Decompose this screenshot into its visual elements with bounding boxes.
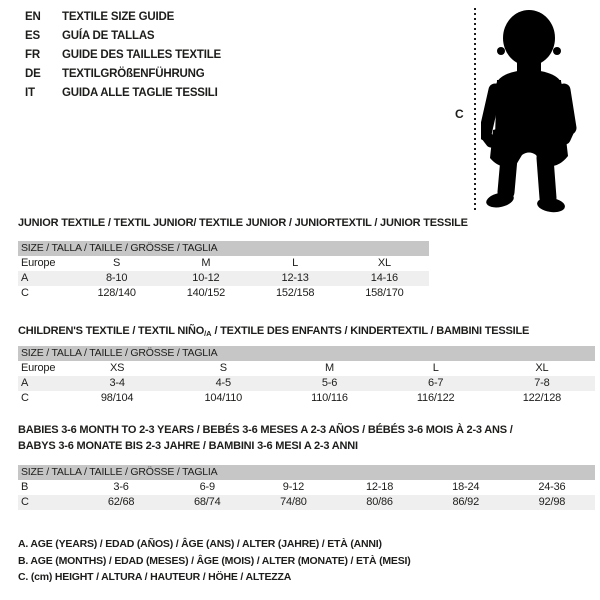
table-row — [18, 361, 595, 376]
language-row — [25, 84, 221, 103]
junior-size-table — [18, 241, 429, 301]
table-cell: 18-24 — [452, 481, 480, 493]
table-cell: 14-16 — [370, 272, 398, 284]
table-cell: 86/92 — [452, 496, 479, 508]
table-cell: 5-6 — [321, 377, 338, 389]
language-row — [25, 27, 221, 46]
table-cell: XS — [109, 362, 125, 374]
table-row — [18, 271, 429, 286]
table-cell: 9-12 — [282, 481, 305, 493]
table-cell: 158/170 — [365, 287, 404, 299]
language-code: EN — [25, 11, 41, 23]
table-cell: 12-18 — [366, 481, 394, 493]
row-label: C — [21, 496, 29, 508]
table-row — [18, 376, 595, 391]
language-title: GUÍA DE TALLAS — [62, 30, 155, 42]
babies-size-table — [18, 465, 595, 510]
size-header-bar: SIZE / TALLA / TAILLE / GRÖSSE / TAGLIA — [18, 346, 595, 361]
language-title: TEXTILE SIZE GUIDE — [62, 11, 175, 23]
row-label: Europe — [21, 257, 56, 269]
table-cell: 104/110 — [204, 392, 243, 404]
table-cell: 140/152 — [186, 287, 226, 299]
row-label: B — [21, 481, 29, 493]
table-cell: 10-12 — [192, 272, 220, 284]
table-cell: 74/80 — [280, 496, 307, 508]
legend-line-b: B. AGE (MONTHS) / EDAD (MESES) / ÂGE (MOIS) / ALTER (MONATE) / ETÀ (MESI) — [18, 554, 411, 567]
table-cell: 116/122 — [416, 392, 455, 404]
table-cell: L — [292, 257, 299, 269]
language-title-list — [25, 8, 221, 103]
row-label: Europe — [21, 362, 56, 374]
table-cell: 24-36 — [538, 481, 566, 493]
table-cell: 3-6 — [113, 481, 129, 493]
table-row — [18, 495, 595, 510]
language-title: GUIDE DES TAILLES TEXTILE — [62, 49, 221, 61]
table-cell: M — [325, 362, 334, 374]
junior-section-title: JUNIOR TEXTILE / TEXTIL JUNIOR/ TEXTILE JUNIOR / JUNIORTEXTIL / JUNIOR TESSILE — [18, 217, 468, 229]
height-measure-label: C — [455, 107, 464, 121]
children-title-part2: / TEXTILE DES ENFANTS / KINDERTEXTIL / BAMBINI TESSILE — [211, 325, 530, 337]
row-label: A — [21, 377, 29, 389]
table-cell: 110/116 — [311, 392, 348, 404]
table-cell: 12-13 — [281, 272, 309, 284]
table-cell: 3-4 — [109, 377, 125, 389]
table-cell: 8-10 — [106, 272, 128, 284]
table-cell: L — [432, 362, 439, 374]
row-label: C — [21, 392, 29, 404]
table-cell: XL — [535, 362, 549, 374]
language-row — [25, 8, 221, 27]
table-row — [18, 256, 429, 271]
language-code: FR — [25, 49, 40, 61]
row-label: A — [21, 272, 29, 284]
children-section-title — [18, 325, 529, 338]
table-cell: 6-7 — [428, 377, 444, 389]
language-code: ES — [25, 30, 40, 42]
table-cell: 4-5 — [215, 377, 231, 389]
table-row — [18, 391, 595, 406]
table-cell: 98/104 — [100, 392, 134, 404]
legend-line-c: C. (cm) HEIGHT / ALTURA / HAUTEUR / HÖHE / ALTEZZA — [18, 571, 292, 584]
table-cell: 92/98 — [538, 496, 566, 508]
legend — [18, 536, 411, 586]
table-cell: 128/140 — [97, 287, 136, 299]
children-title-sub: /A — [204, 329, 212, 338]
babies-title-line2: BABYS 3-6 MONATE BIS 2-3 JAHRE / BAMBINI 3-6 MESI A 2-3 ANNI — [18, 440, 358, 452]
table-row — [18, 286, 429, 301]
legend-line-a: A. AGE (YEARS) / EDAD (AÑOS) / ÂGE (ANS) / ALTER (JAHRE) / ETÀ (ANNI) — [18, 538, 382, 550]
children-title-part1: CHILDREN'S TEXTILE / TEXTIL NIÑO — [18, 325, 205, 337]
table-cell: 7-8 — [534, 377, 550, 389]
table-cell: 80/86 — [366, 496, 393, 508]
language-row — [25, 65, 221, 84]
table-cell: M — [201, 257, 211, 269]
language-title: GUIDA ALLE TAGLIE TESSILI — [62, 87, 218, 99]
height-measure-dotted-line — [474, 8, 476, 210]
language-row — [25, 46, 221, 65]
table-cell: S — [219, 362, 227, 374]
size-header-bar: SIZE / TALLA / TAILLE / GRÖSSE / TAGLIA — [18, 465, 595, 480]
babies-title-line1: BABIES 3-6 MONTH TO 2-3 YEARS / BEBÉS 3-6 MESES A 2-3 AÑOS / BÉBÉS 3-6 MOIS À 2-3 ANS / — [18, 424, 513, 436]
table-cell: 6-9 — [199, 481, 215, 493]
table-row — [18, 480, 595, 495]
language-code: DE — [25, 68, 41, 80]
table-cell: 68/74 — [193, 496, 221, 508]
row-label: C — [21, 287, 29, 299]
table-cell: 62/68 — [107, 496, 135, 508]
table-cell: 122/128 — [522, 392, 562, 404]
language-code: IT — [25, 87, 35, 99]
children-size-table — [18, 346, 595, 406]
table-cell: 152/158 — [275, 287, 315, 299]
babies-section-title — [18, 422, 513, 454]
size-header-bar: SIZE / TALLA / TAILLE / GRÖSSE / TAGLIA — [18, 241, 429, 256]
table-cell: S — [113, 257, 121, 269]
baby-silhouette-icon — [481, 8, 581, 213]
language-title: TEXTILGRÖßENFÜHRUNG — [62, 68, 205, 80]
table-cell: XL — [377, 257, 391, 269]
